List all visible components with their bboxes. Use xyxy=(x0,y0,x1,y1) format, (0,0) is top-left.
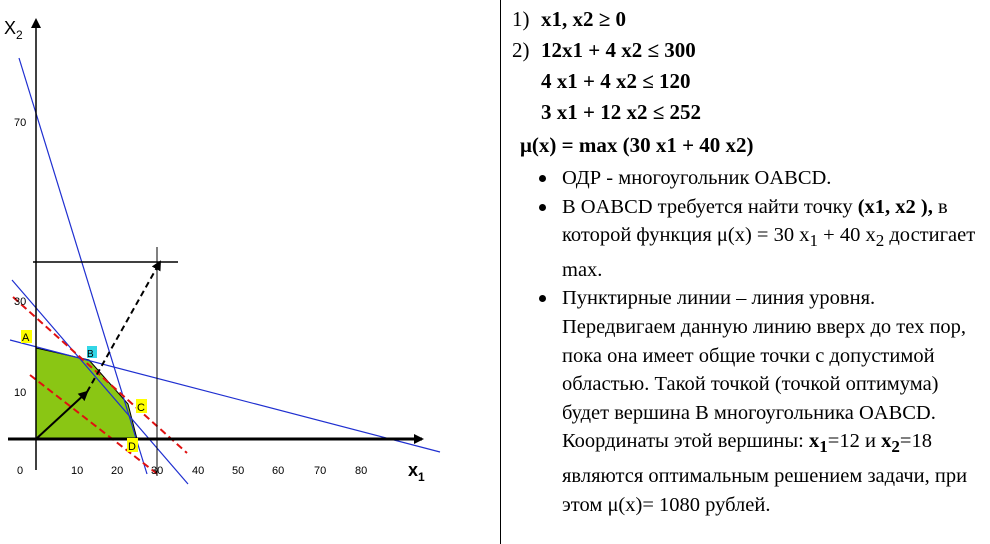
constraint-3: 3 x1 + 12 x2 ≤ 252 xyxy=(541,100,701,124)
vertex-label-a: A xyxy=(22,332,30,344)
x-tick-label: 80 xyxy=(355,465,368,477)
vertex-label-b: B xyxy=(87,349,94,360)
panel-divider xyxy=(500,0,501,544)
x-tick-label: 40 xyxy=(192,465,205,477)
list-item: Пунктирные линии – линия уровня. Передвигаем данную линию вверх до тех пор, пока она имеет общие точки с допустимой областью. Такой точкой (точкой оптимума) будет вершина B многоугольника OABCD. Координаты этой вершины: $x_1=12$ и $x_2=18$ являются оптимальным решением задачи, при этом μ(x)= 1080 рублей. xyxy=(512,284,988,519)
vertex-label-c: C xyxy=(137,402,145,414)
bullet-icon xyxy=(539,204,546,211)
list-item: ОДР - многоугольник OABCD. xyxy=(512,164,988,193)
gradient-arrow-dashed xyxy=(87,262,160,392)
constraint-1: 2) 12x1 + 4 x2 ≤ 300 xyxy=(512,38,696,62)
x-tick-label: 20 xyxy=(111,465,124,477)
x-tick-label: 10 xyxy=(71,465,84,477)
y-tick-label: 30 xyxy=(14,296,27,308)
bullet-icon xyxy=(539,175,546,182)
y-tick-label: 10 xyxy=(14,387,27,399)
x-tick-label: 60 xyxy=(272,465,285,477)
x-tick-label: 70 xyxy=(314,465,327,477)
vertex-label-d: D xyxy=(128,441,136,453)
constraint-2: 4 x1 + 4 x2 ≤ 120 xyxy=(541,69,691,93)
x-tick-label: 50 xyxy=(232,465,245,477)
x-tick-label: 30 xyxy=(151,465,164,477)
x-tick-label: 0 xyxy=(17,465,24,477)
constraint-nonnegativity: 1) x1, x2 ≥ 0 xyxy=(512,7,627,31)
bullet-icon xyxy=(539,295,546,302)
text-panel xyxy=(512,4,988,519)
y-axis-label: $X_2$ xyxy=(4,18,23,42)
list-item: В OABCD требуется найти точку (x1, x2 ), в которой функция μ(x) = 30 $x_1 + 40$ $x_2$ достигает max. xyxy=(512,193,988,285)
y-tick-label: 70 xyxy=(14,117,27,129)
objective-function: μ(x) = max (30 x1 + 40 x2) xyxy=(520,133,754,157)
x-axis-label: $x_1$ xyxy=(408,460,425,484)
explanation-list xyxy=(512,164,988,519)
